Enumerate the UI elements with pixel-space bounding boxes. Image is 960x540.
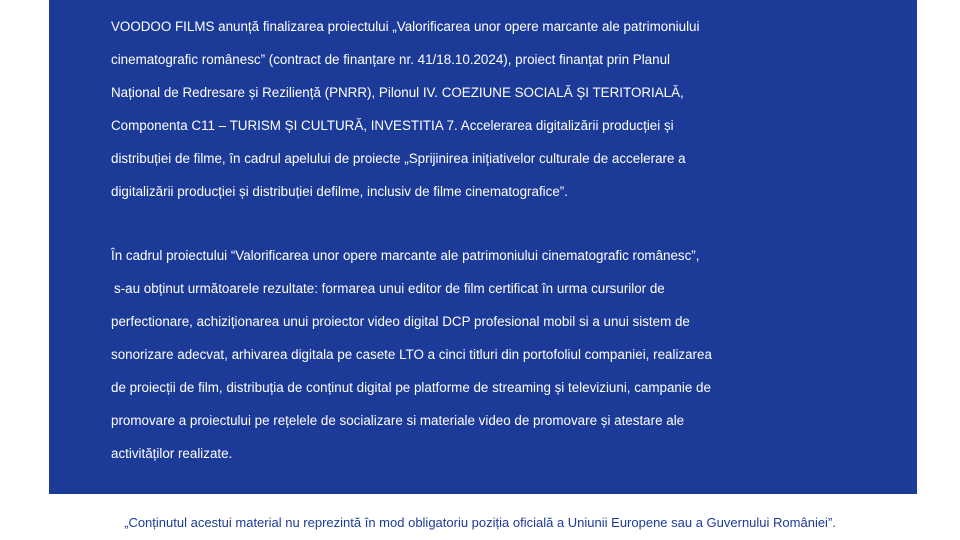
paragraph-1-line: VOODOO FILMS anunță finalizarea proiectului „Valorificarea unor opere marcante ale patrimoniului [111, 19, 700, 34]
paragraph-1-line: Componenta C11 – TURISM ȘI CULTURĂ, INVESTITIA 7. Accelerarea digitalizării producției și [111, 118, 674, 133]
announcement-paragraph-2 [111, 239, 871, 470]
paragraph-1-line: Național de Redresare și Reziliență (PNRR), Pilonul IV. COEZIUNE SOCIALĂ ȘI TERITORIALĂ, [111, 85, 684, 100]
disclaimer-text: „Conținutul acestui material nu reprezintă în mod obligatoriu poziția oficială a Uniunii Europene sau a Guvernului României”. [124, 515, 836, 530]
paragraph-2-line: perfectionare, achiziționarea unui proiector video digital DCP profesional mobil si a unui sistem de [111, 314, 690, 329]
paragraph-2-line: promovare a proiectului pe rețelele de socializare si materiale video de promovare și atestare ale [111, 413, 685, 428]
paragraph-1-line: digitalizării producției și distribuției defilme, inclusiv de filme cinematografice”. [111, 184, 568, 199]
paragraph-2-line: activităților realizate. [111, 446, 233, 461]
paragraph-2-line: s-au obținut următoarele rezultate: formarea unui editor de film certificat în urma cursurilor de [114, 281, 665, 296]
announcement-paragraph-1 [111, 10, 871, 208]
paragraph-1-line: cinematografic românesc” (contract de finanțare nr. 41/18.10.2024), proiect finanțat prin Planul [111, 52, 670, 67]
paragraph-1-line: distribuției de filme, în cadrul apelului de proiecte „Sprijinirea inițiativelor culturale de accelerare a [111, 151, 686, 166]
paragraph-2-line: În cadrul proiectului “Valorificarea unor opere marcante ale patrimoniului cinematografic românesc”, [111, 248, 700, 263]
paragraph-2-line: sonorizare adecvat, arhivarea digitala pe casete LTO a cinci titluri din portofoliul companiei, realizarea [111, 347, 712, 362]
paragraph-2-line: de proiecții de film, distribuția de conținut digital pe platforme de streaming și televiziuni, campanie de [111, 380, 711, 395]
